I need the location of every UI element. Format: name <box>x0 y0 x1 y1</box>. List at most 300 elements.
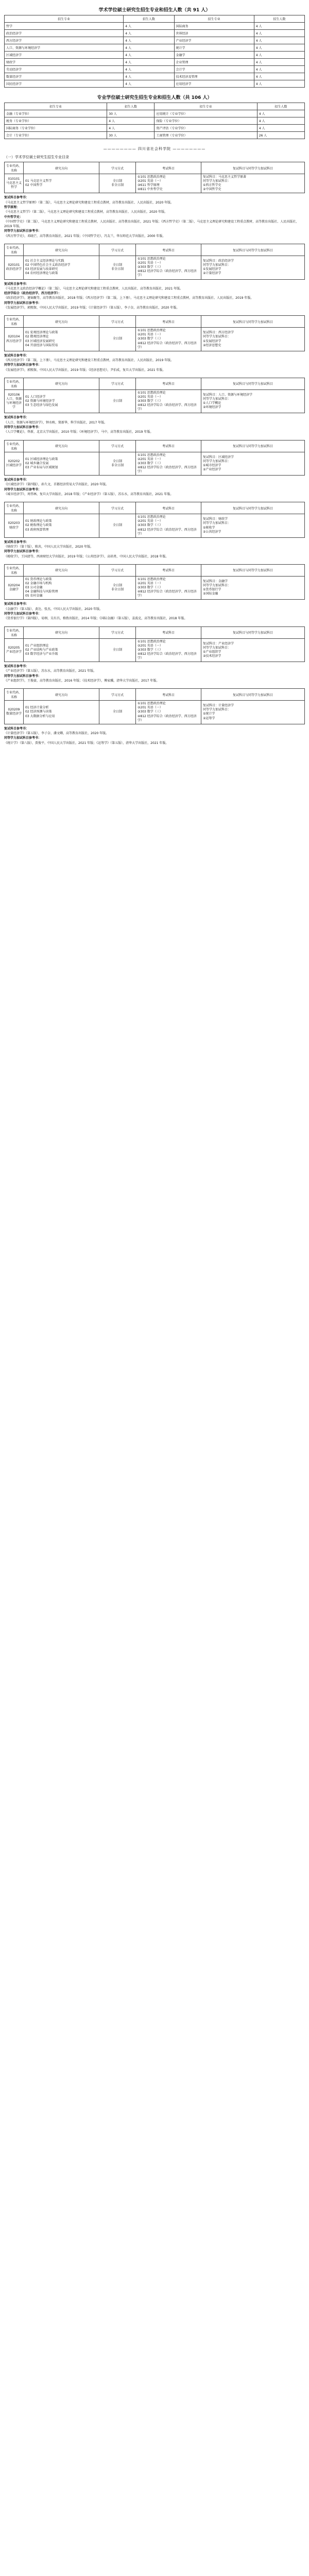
reference-heading: 复试科目参考书： <box>4 196 29 200</box>
header-cell: 招生人数 <box>254 15 304 23</box>
table-cell: 区域经济学 <box>5 52 124 59</box>
retest-subjects-line: ①统计学 <box>203 712 215 716</box>
research-directions-line: 04 开放经济与国际贸易 <box>25 343 58 347</box>
retest-subjects-line: 同等学力加试科目： <box>203 584 231 588</box>
table-row <box>5 66 305 73</box>
table-cell: 4 人 <box>254 66 304 73</box>
program-name: 政治经济学 <box>6 267 22 272</box>
retest-subjects-line: 复试科目：区域经济学 <box>203 455 234 459</box>
program-code <box>5 174 24 193</box>
program-code <box>5 389 24 413</box>
reference-paragraph <box>4 200 305 205</box>
reference-paragraph <box>4 215 305 219</box>
program-header-cell: 考试科目 <box>136 689 201 701</box>
exam-subjects-line: ③303 数学（三） <box>138 399 163 403</box>
program-header-cell: 专业代码、名称 <box>5 316 24 328</box>
program-header-cell: 专业代码、名称 <box>5 689 24 701</box>
exam-subjects-line: ②201 英语（一） <box>138 395 163 399</box>
research-directions-line: 03 大数据分析与应用 <box>25 714 55 718</box>
research-directions-line: 02 微观经济理论 <box>25 335 49 339</box>
table-cell: 4 人 <box>124 52 174 59</box>
reference-paragraph <box>4 353 305 358</box>
reference-text: 《人口学概论》，佟新，北京大学出版社，2010 年版；《环境经济学》，马中，高等教育出版社，2019 年版。 <box>4 430 153 434</box>
reference-books <box>4 195 305 239</box>
table-row <box>5 328 305 351</box>
program-header-cell: 复试科目与同等学力加试科目 <box>201 244 305 256</box>
table-cell: 30 人 <box>107 110 154 117</box>
table-cell: 4 人 <box>254 30 304 37</box>
table-cell: 工商管理（专业学位） <box>154 132 257 139</box>
exam-subjects-line: ①101 思想政治理论 <box>138 639 166 643</box>
research-directions-line: 01 经济计量分析 <box>25 706 49 710</box>
program-header-cell: 研究方向 <box>24 162 99 174</box>
reference-paragraph <box>4 219 305 229</box>
research-directions <box>24 174 99 193</box>
research-directions-line: 02 中国特色社会主义政治经济学 <box>25 263 71 267</box>
reference-heading: 哲学原理： <box>4 205 20 209</box>
exam-subjects-line: ③303 数学（三） <box>138 648 163 652</box>
reference-paragraph <box>4 669 305 673</box>
reference-paragraph <box>4 612 305 616</box>
exam-subjects-line: ②201 英语（一） <box>138 457 163 461</box>
study-method-line: 全日制 <box>112 459 122 463</box>
retest-subjects-line: ①城市经济学 <box>203 463 221 467</box>
reference-text: 《区域经济学》（第四版），孙久文，首都经济贸易大学出版社，2020 年版。 <box>4 483 109 487</box>
reference-paragraph <box>4 229 305 233</box>
program-name: 区域经济学 <box>6 463 22 467</box>
program-code-text: 020204 <box>8 584 20 588</box>
study-method <box>99 701 136 724</box>
research-directions-line: 03 政府预算管理 <box>25 528 49 532</box>
table-cell: 4 人 <box>254 23 304 30</box>
reference-paragraph <box>4 731 305 736</box>
reference-paragraph <box>4 363 305 367</box>
table-row <box>5 73 305 80</box>
program-header-cell: 专业代码、名称 <box>5 440 24 452</box>
document-page <box>4 0 305 745</box>
program-code <box>5 452 24 475</box>
program-code <box>5 514 24 537</box>
quota-table-2 <box>4 103 305 139</box>
table-cell: 人口、资源与环境经济学 <box>5 44 124 52</box>
reference-text: 《产业经济学》（第五版），苏东水，高等教育出版社，2021 年版。 <box>4 669 97 673</box>
research-directions-line: 01 货币理论与政策 <box>25 577 52 581</box>
table-cell: 4 人 <box>254 80 304 88</box>
research-directions-line: 01 产业组织理论 <box>25 643 49 648</box>
study-method <box>99 576 136 599</box>
program-code <box>5 638 24 662</box>
research-directions-line: 02 中国哲学 <box>25 183 43 188</box>
program-header-row <box>5 244 305 256</box>
table-cell: 4 人 <box>107 117 154 125</box>
exam-subjects-line: ②201 英语（一） <box>138 706 163 710</box>
reference-books <box>4 282 305 311</box>
program-header-cell: 考试科目 <box>136 244 201 256</box>
research-directions-line: 02 金融市场与机构 <box>25 582 52 586</box>
table-cell: 4 人 <box>257 117 304 125</box>
exam-subjects <box>136 638 201 662</box>
exam-subjects-line: ②201 英语（一） <box>138 261 163 265</box>
reference-heading: 复试科目参考书： <box>4 540 29 544</box>
reference-paragraph <box>4 282 305 286</box>
table-cell: 税务（专业学位） <box>5 117 107 125</box>
table-cell: 4 人 <box>124 66 174 73</box>
exam-subjects <box>136 452 201 475</box>
exam-subjects <box>136 701 201 724</box>
program-header-cell: 考试科目 <box>136 564 201 576</box>
study-method-line: 非全日制 <box>111 588 124 592</box>
table-row <box>5 174 305 193</box>
program-header-cell: 专业代码、名称 <box>5 626 24 638</box>
research-directions-line: 02 城乡融合发展 <box>25 461 49 465</box>
reference-heading: 复试科目参考书： <box>4 726 29 731</box>
table-cell: 金融（专业学位） <box>5 110 107 117</box>
retest-subjects-line: ①货币银行学 <box>203 588 221 592</box>
reference-text: 《统计学》（第八版），贾俊平，中国人民大学出版社，2021 年版；《运筹学》（第五版），清华大学出版社，2021 年版。 <box>4 741 169 745</box>
table-cell: 4 人 <box>257 110 304 117</box>
exam-subjects <box>136 389 201 413</box>
reference-text: 《发展经济学》，郭熙保，中国人民大学出版社，2019 年版；《经济思想史》，尹伯成，复旦大学出版社，2021 年版。 <box>4 368 166 372</box>
reference-text: 《马克思主义政治经济学概论》（第二版），马克思主义理论研究和建设工程重点教材，人民出版社、高等教育出版社，2021 年版。 <box>4 286 183 291</box>
retest-subjects-line: ②运筹学 <box>203 716 215 720</box>
table-cell: 技术经济及管理 <box>174 73 254 80</box>
header-cell: 招生人数 <box>107 103 154 110</box>
reference-paragraph <box>4 549 305 554</box>
reference-text: 《人口、资源与环境经济学》，钟水映、简新华，科学出版社，2017 年版。 <box>4 420 108 425</box>
program-name: 马克思主义哲学 <box>6 181 22 190</box>
exam-subjects-line: ③303 数学（三） <box>138 461 163 465</box>
exam-subjects-line: ②201 英语（一） <box>138 582 163 586</box>
program-header-cell: 专业代码、名称 <box>5 502 24 514</box>
reference-heading: 复试科目参考书： <box>4 353 29 358</box>
reference-paragraph <box>4 482 305 487</box>
program-name: 西方经济学 <box>6 339 22 343</box>
program-header-cell: 研究方向 <box>24 689 99 701</box>
research-directions-line: 01 区域经济理论与政策 <box>25 457 58 461</box>
program-table <box>4 440 305 476</box>
program-header-cell: 复试科目与同等学力加试科目 <box>201 564 305 576</box>
program-table <box>4 244 305 279</box>
program-header-cell: 学习方式 <box>99 440 136 452</box>
program-code-text: 020202 <box>8 459 20 463</box>
table-row <box>5 638 305 662</box>
program-name: 数量经济学 <box>6 712 22 716</box>
retest-subjects-line: 复试科目：产业经济学 <box>203 641 234 646</box>
reference-text: 《计量经济学》（第五版），李子奈、潘文卿，高等教育出版社，2020 年版。 <box>4 732 109 735</box>
retest-subjects <box>201 328 305 351</box>
reference-heading: 复试科目参考书： <box>4 665 29 669</box>
retest-subjects-line: 复试科目：金融学 <box>203 579 228 583</box>
program-header-cell: 考试科目 <box>136 440 201 452</box>
retest-subjects-line: 同等学力加试科目： <box>203 263 231 267</box>
reference-paragraph <box>4 210 305 214</box>
table-row <box>5 389 305 413</box>
reference-paragraph <box>4 195 305 200</box>
program-header-row <box>5 502 305 514</box>
reference-text: 《发展经济学》，郭熙保，中国人民大学出版社，2019 年版；《计量经济学》（第五版），李子奈，高等教育出版社，2020 年版。 <box>4 306 180 310</box>
retest-subjects-line: ①发展经济学 <box>203 339 221 343</box>
reference-heading: 复试科目参考书： <box>4 478 29 482</box>
retest-subjects-line: ②计量经济学 <box>203 272 221 276</box>
reference-books <box>4 726 305 745</box>
program-header-cell: 研究方向 <box>24 564 99 576</box>
research-directions-line: 04 金融科技与风险管理 <box>25 590 58 594</box>
retest-subjects <box>201 701 305 724</box>
reference-text: 《税收学》，王国清等，西南财经大学出版社，2019 年版；《公共经济学》，高培勇，中国人民大学出版社，2018 年版。 <box>4 554 169 558</box>
reference-heading: 同等学力加试科目参考书： <box>4 426 42 430</box>
table-cell: 4 人 <box>257 125 304 132</box>
reference-heading: 同等学力加试科目参考书： <box>4 487 42 492</box>
exam-subjects-line: ②201 英语（一） <box>138 519 163 523</box>
header-cell: 招生专业 <box>174 15 254 23</box>
table-cell: 国际商务（专业学位） <box>5 125 107 132</box>
exam-subjects-line: ④811 中外哲学史 <box>138 188 163 192</box>
retest-subjects-line: 同等学力加试科目： <box>203 708 231 712</box>
study-method <box>99 174 136 193</box>
program-header-row <box>5 689 305 701</box>
research-directions-line: 02 资源与环境经济学 <box>25 399 55 403</box>
exam-subjects-line: ④812 经济学综合（政治经济学、西方经济学） <box>138 528 197 536</box>
research-directions <box>24 389 99 413</box>
retest-subjects-line: 复试科目：财政学 <box>203 517 228 521</box>
program-code-text: 020205 <box>8 646 20 650</box>
divider-line: ———————— <box>103 147 136 151</box>
reference-paragraph <box>4 616 305 621</box>
reference-paragraph <box>4 205 305 210</box>
reference-paragraph <box>4 420 305 425</box>
program-name: 财政学 <box>9 526 19 530</box>
table-row <box>5 59 305 66</box>
exam-subjects <box>136 328 201 351</box>
program-name: 金融学 <box>9 588 19 592</box>
research-directions-line: 03 产业布局与区域规划 <box>25 465 58 469</box>
program-header-cell: 复试科目与同等学力加试科目 <box>201 689 305 701</box>
research-directions-line: 03 数字经济与产业升级 <box>25 652 58 656</box>
program-header-cell: 专业代码、名称 <box>5 564 24 576</box>
reference-paragraph <box>4 234 305 239</box>
program-header-cell: 复试科目与同等学力加试科目 <box>201 502 305 514</box>
program-name: 产业经济学 <box>6 650 22 654</box>
program-code-text: 020101 <box>8 263 20 267</box>
program-header-cell: 复试科目与同等学力加试科目 <box>201 440 305 452</box>
table-row <box>5 576 305 599</box>
program-header-cell: 专业代码、名称 <box>5 378 24 389</box>
program-header-row <box>5 440 305 452</box>
study-method <box>99 638 136 662</box>
exam-subjects-line: ④812 经济学综合（政治经济学、西方经济学） <box>138 652 197 660</box>
reference-books <box>4 353 305 372</box>
table-cell: 4 人 <box>107 125 154 132</box>
program-code <box>5 256 24 279</box>
research-directions-line: 03 经济发展与改革研究 <box>25 267 58 272</box>
research-directions <box>24 452 99 475</box>
reference-paragraph <box>4 296 305 300</box>
reference-books <box>4 602 305 621</box>
program-header-cell: 学习方式 <box>99 689 136 701</box>
table-row <box>5 132 305 139</box>
program-header-cell: 考试科目 <box>136 502 201 514</box>
exam-subjects-line: ①101 思想政治理论 <box>138 257 166 261</box>
table-cell: 会计（专业学位） <box>5 132 107 139</box>
reference-paragraph <box>4 492 305 497</box>
reference-paragraph <box>4 368 305 372</box>
divider-line: ———————— <box>173 147 206 151</box>
exam-subjects-line: ①101 思想政治理论 <box>138 175 166 179</box>
study-method <box>99 452 136 475</box>
table-cell: 政治经济学 <box>5 30 124 37</box>
reference-text: 《马克思主义哲学原理》（第二版），马克思主义理论研究和建设工程重点教材，高等教育出版社、人民出版社，2020 年版。 <box>4 200 174 205</box>
reference-heading: 同等学力加试科目参考书： <box>4 736 42 740</box>
research-directions <box>24 256 99 279</box>
retest-subjects <box>201 638 305 662</box>
exam-subjects-line: ④812 经济学综合（政治经济学、西方经济学） <box>138 341 197 349</box>
research-directions-line: 03 公司金融 <box>25 586 43 590</box>
exam-subjects-line: ④812 经济学综合（政治经济学、西方经济学） <box>138 403 197 412</box>
exam-subjects-line: ③303 数学（三） <box>138 523 163 528</box>
exam-subjects-line: ①101 思想政治理论 <box>138 577 166 581</box>
reference-paragraph <box>4 415 305 420</box>
reference-paragraph <box>4 358 305 363</box>
reference-heading: 同等学力加试科目参考书： <box>4 229 42 233</box>
retest-subjects-line: 复试科目：马克思主义哲学原著 <box>203 175 247 179</box>
table-cell: 26 人 <box>257 132 304 139</box>
table-cell: 世界经济 <box>174 30 254 37</box>
program-header-cell: 学习方式 <box>99 316 136 328</box>
retest-subjects <box>201 174 305 193</box>
program-table <box>4 502 305 537</box>
table-cell: 国民经济学 <box>5 80 124 88</box>
research-directions-line: 03 区域经济发展研究 <box>25 339 55 343</box>
program-name: 人口、资源与环境经济学 <box>6 397 22 410</box>
retest-subjects <box>201 514 305 537</box>
exam-subjects-line: ②201 英语（一） <box>138 333 163 337</box>
table-cell: 企业管理 <box>174 59 254 66</box>
reference-heading: 同等学力加试科目参考书： <box>4 674 42 678</box>
exam-subjects <box>136 174 201 193</box>
exam-subjects-line: ③303 数学（三） <box>138 586 163 590</box>
section-title: （一）学术学位硕士研究生招生专业目录 <box>4 155 69 159</box>
exam-subjects <box>136 514 201 537</box>
reference-paragraph <box>4 301 305 306</box>
program-table <box>4 626 305 662</box>
retest-subjects-line: ②环境经济学 <box>203 405 221 410</box>
exam-subjects-line: ①101 思想政治理论 <box>138 702 166 706</box>
retest-subjects-line: ①人口学概论 <box>203 401 221 405</box>
exam-subjects-line: ③611 哲学原理 <box>138 183 160 188</box>
retest-subjects-line: ①税收学 <box>203 526 215 530</box>
table-cell: 会计学 <box>174 66 254 73</box>
research-directions <box>24 638 99 662</box>
study-method <box>99 389 136 413</box>
retest-subjects-line: ②国际金融 <box>203 592 218 596</box>
study-method-line: 非全日制 <box>111 183 124 188</box>
reference-paragraph <box>4 602 305 606</box>
exam-subjects-line: ④812 经济学综合（政治经济学、西方经济学） <box>138 590 197 598</box>
program-header-row <box>5 162 305 174</box>
retest-subjects-line: 同等学力加试科目： <box>203 179 231 183</box>
exam-subjects-line: ④812 经济学综合（政治经济学、西方经济学） <box>138 269 197 278</box>
study-method-line: 全日制 <box>112 584 122 588</box>
study-method-line: 全日制 <box>112 523 122 528</box>
program-header-cell: 学习方式 <box>99 502 136 514</box>
program-header-cell: 复试科目与同等学力加试科目 <box>201 162 305 174</box>
reference-text: 《中国哲学史》（第二版），马克思主义理论研究和建设工程重点教材，人民出版社、高等教育出版社，2021 年版；《西方哲学史》（第二版），马克思主义理论研究和建设工程重点教材，高等教育出版社、人民出版社，2019 年版。 <box>4 219 299 229</box>
exam-subjects-line: ④812 经济学综合（政治经济学、西方经济学） <box>138 714 197 722</box>
reference-text: 《产业组织学》，王俊豪，高等教育出版社，2016 年版；《技术经济学》，傅家骥，清华大学出版社，2017 年版。 <box>4 679 160 683</box>
program-table <box>4 688 305 724</box>
table-cell: 4 人 <box>254 52 304 59</box>
program-header-cell: 研究方向 <box>24 378 99 389</box>
reference-text: 《政治经济学》，逄锦聚等，高等教育出版社，2018 年版；《西方经济学》（第二版，上下册），马克思主义理论研究和建设工程重点教材，高等教育出版社、人民出版社，2019 年版。 <box>4 296 254 300</box>
table-row <box>5 256 305 279</box>
quota-table-1 <box>4 15 305 88</box>
exam-subjects-line: ①101 思想政治理论 <box>138 453 166 457</box>
program-table <box>4 564 305 600</box>
retest-subjects-line: 复试科目：政治经济学 <box>203 259 234 263</box>
study-method-line: 非全日制 <box>111 463 124 467</box>
reference-paragraph <box>4 664 305 669</box>
retest-subjects-line: 同等学力加试科目： <box>203 459 231 463</box>
program-header-cell: 考试科目 <box>136 316 201 328</box>
reference-paragraph <box>4 430 305 434</box>
retest-subjects-line: 复试科目：人口、资源与环境经济学 <box>203 393 253 397</box>
study-method-line: 非全日制 <box>111 267 124 272</box>
table-cell: 应用统计（专业学位） <box>154 110 257 117</box>
table-cell: 4 人 <box>254 44 304 52</box>
study-method-line: 全日制 <box>112 648 122 652</box>
retest-subjects-line: ②经济思想史 <box>203 343 221 347</box>
header-cell: 招生专业 <box>5 103 107 110</box>
reference-paragraph <box>4 291 305 296</box>
table-row <box>5 514 305 537</box>
research-directions <box>24 328 99 351</box>
table-cell: 4 人 <box>124 59 174 66</box>
reference-books <box>4 664 305 683</box>
program-code <box>5 328 24 351</box>
table-cell: 数量经济学 <box>5 73 124 80</box>
table-cell: 劳动经济学 <box>5 66 124 73</box>
program-code <box>5 576 24 599</box>
program-header-cell: 考试科目 <box>136 162 201 174</box>
reference-books <box>4 540 305 559</box>
retest-subjects-line: 复试科目：计量经济学 <box>203 704 234 708</box>
retest-subjects-line: ①发展经济学 <box>203 267 221 272</box>
reference-heading: 复试科目参考书： <box>4 282 29 286</box>
reference-paragraph <box>4 487 305 492</box>
program-header-row <box>5 564 305 576</box>
reference-text: 《金融学》（第五版），黄达、张杰，中国人民大学出版社，2020 年版。 <box>4 607 103 611</box>
retest-subjects-line: 同等学力加试科目： <box>203 397 231 401</box>
program-header-cell: 考试科目 <box>136 626 201 638</box>
program-header-row <box>5 378 305 389</box>
reference-paragraph <box>4 741 305 745</box>
reference-paragraph <box>4 540 305 545</box>
study-method-line: 全日制 <box>112 399 122 403</box>
quota-table-1-header <box>5 15 305 23</box>
exam-subjects-line: ②201 英语（一） <box>138 179 163 183</box>
retest-subjects-line: ②产业经济学 <box>203 467 221 471</box>
quota-table-2-header <box>5 103 305 110</box>
table-row <box>5 110 305 117</box>
table-row <box>5 80 305 88</box>
exam-subjects-line: ③303 数学（三） <box>138 710 163 714</box>
retest-subjects <box>201 452 305 475</box>
research-directions <box>24 701 99 724</box>
table-row <box>5 117 305 125</box>
table-cell: 4 人 <box>124 44 174 52</box>
research-directions-line: 01 宏观经济理论与政策 <box>25 331 58 335</box>
header-cell: 招生人数 <box>124 15 174 23</box>
